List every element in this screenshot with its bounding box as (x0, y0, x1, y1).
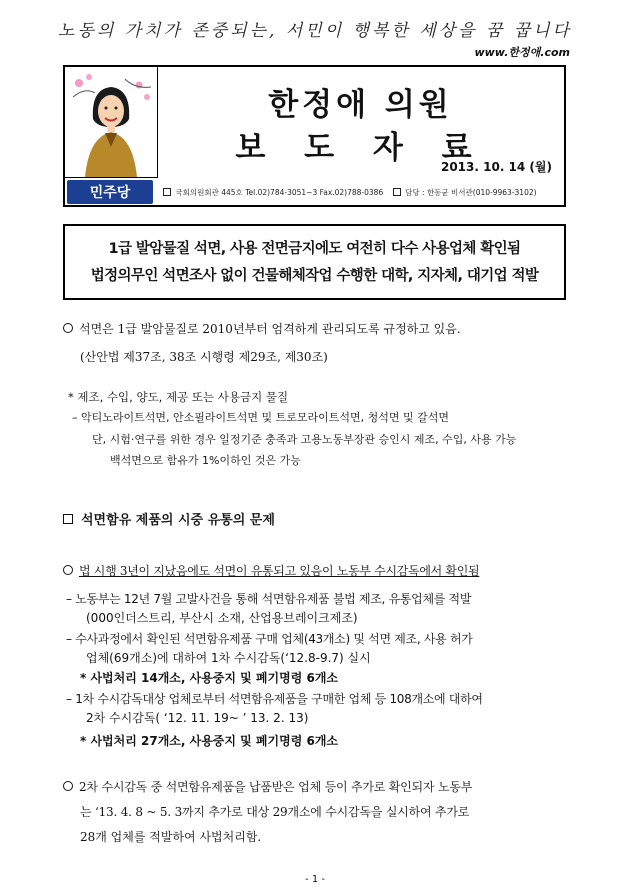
paragraph-3-line-2: 는 ‘13. 4. 8 ~ 5. 3까지 추가로 대상 29개소에 수시감독을 실시하여 추가로 (80, 805, 470, 819)
paragraph-1-line-2: (산안법 제37조, 38조 시행령 제29조, 제30조) (80, 350, 328, 364)
paragraph-2 (63, 562, 479, 579)
section-heading-text: 석면함유 제품의 시중 유통의 문제 (81, 513, 275, 528)
lawmaker-portrait-illustration (65, 67, 157, 177)
section-heading (63, 509, 275, 528)
release-date: 2013. 10. 14 (월) (440, 160, 552, 174)
detail-2-line-1: – 수사과정에서 확인된 석면함유제품 구매 업체(43개소) 및 석면 제조, 사용 허가 (66, 632, 473, 646)
website-link: www.한정애.com (474, 46, 570, 59)
headline-box (63, 224, 566, 300)
press-release-header (63, 65, 566, 207)
note-line-2: – 악티노라이트석면, 안소필라이트석면 및 트로모라이트석면, 청석면 및 갈석면 (72, 411, 449, 424)
note-line-3: 단, 시험·연구를 위한 경우 일정기준 충족과 고용노동부장관 승인시 제조, 수입, 사용 가능 (92, 433, 517, 446)
detail-1-line-2: (000인더스트리, 부산시 소재, 산업용브레이크제조) (86, 611, 358, 625)
contact-info (163, 187, 537, 198)
press-release-title: 보 도 자 료 (235, 130, 486, 166)
star-note-2: * 사법처리 27개소, 사용중지 및 폐기명령 6개소 (80, 734, 339, 748)
page-number: - 1 - (305, 874, 325, 885)
circle-bullet-icon (63, 781, 73, 791)
checkbox-icon (163, 188, 171, 196)
detail-3-line-2: 2차 수시감독( ‘12. 11. 19~ ’ 13. 2. 13) (86, 711, 309, 725)
party-logo-text: 민주당 (89, 185, 131, 201)
party-logo (67, 180, 153, 204)
circle-bullet-icon (63, 565, 73, 575)
square-bullet-icon (63, 514, 73, 524)
circle-bullet-icon (63, 323, 73, 333)
lawmaker-portrait (65, 67, 158, 178)
star-note-1: * 사법처리 14개소, 사용중지 및 폐기명령 6개소 (80, 671, 339, 685)
paragraph-1-line-1: 석면은 1급 발암물질로 2010년부터 엄격하게 관리되도록 규정하고 있음. (79, 322, 461, 336)
detail-3-line-1: – 1차 수시감독대상 업체로부터 석면함유제품을 구매한 업체 등 108개소에 대하여 (66, 692, 483, 706)
staff-contact: 담당 : 한동균 비서관(010-9963-3102) (405, 188, 537, 197)
note-line-1: * 제조, 수입, 양도, 제공 또는 사용금지 물질 (68, 390, 289, 404)
headline-line-2: 법정의무인 석면조사 없이 건물해체작업 수행한 대학, 지자체, 대기업 적발 (90, 268, 539, 284)
lawmaker-name-title: 한정애 의원 (268, 87, 453, 123)
headline-line-1: 1급 발암물질 석면, 사용 전면금지에도 여전히 다수 사용업체 확인됨 (108, 241, 521, 257)
paragraph-3-line-3: 28개 업체를 적발하여 사법처리함. (80, 830, 262, 844)
slogan: 노동의 가치가 존중되는, 서민이 행복한 세상을 꿈 꿉니다 (58, 21, 572, 41)
paragraph-2-line-1: 법 시행 3년이 지났음에도 석면이 유통되고 있음이 노동부 수시감독에서 확인됨 (79, 564, 480, 578)
paragraph-1 (63, 320, 461, 337)
checkbox-icon (393, 188, 401, 196)
detail-1-line-1: – 노동부는 12년 7월 고발사건을 통해 석면함유제품 불법 제조, 유통업체를 적발 (66, 592, 472, 606)
detail-2-line-2: 업체(69개소)에 대하여 1차 수시감독(‘12.8-9.7) 실시 (86, 651, 371, 665)
paragraph-3-line-1: 2차 수시감독 중 석면함유제품을 납품받은 업체 등이 추가로 확인되자 노동부 (79, 780, 473, 794)
paragraph-3 (63, 778, 472, 795)
note-line-4: 백석면으로 함유가 1%이하인 것은 가능 (110, 454, 301, 467)
office-contact: 국회의원회관 445호 Tel.02)784-3051~3 Fax.02)788-0386 (175, 188, 384, 197)
